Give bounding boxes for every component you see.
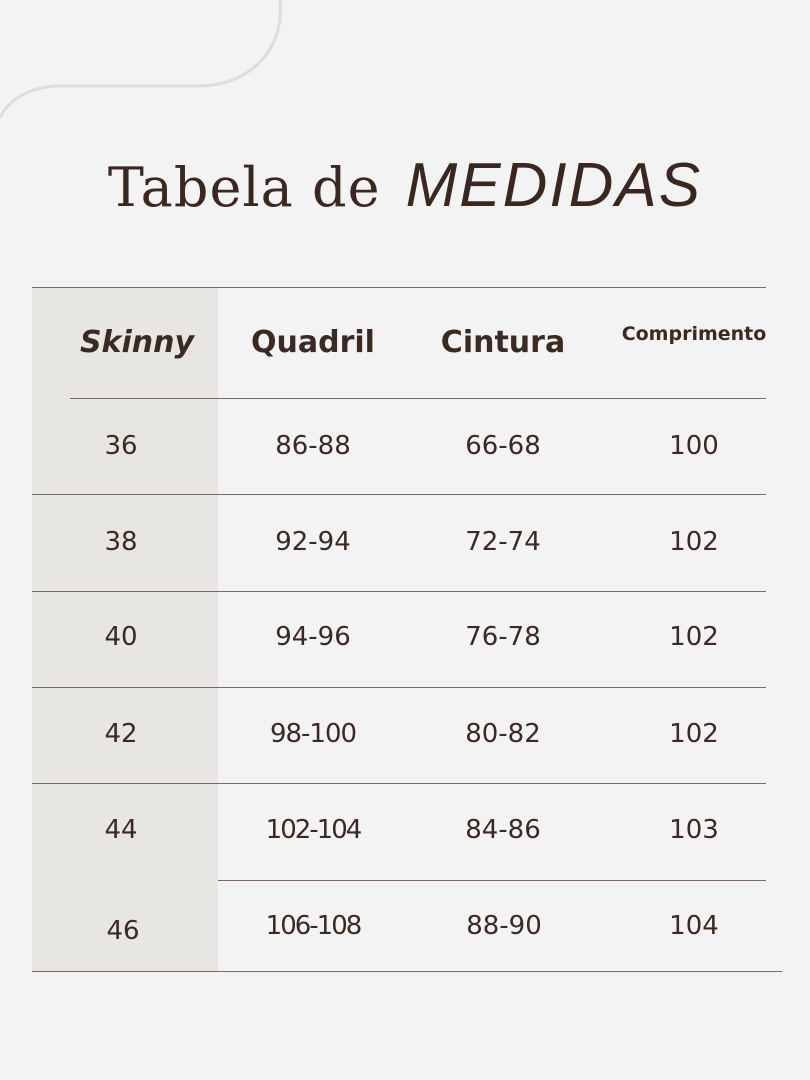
cell-comprimento: 104 (669, 911, 719, 941)
cell-cintura: 84-86 (465, 815, 541, 845)
cell-quadril: 98-100 (269, 719, 357, 749)
cell-size: 46 (106, 916, 140, 946)
cell-size: 40 (104, 622, 138, 652)
cell-comprimento: 100 (669, 431, 719, 461)
cell-quadril: 102-104 (265, 815, 361, 845)
row-rule (32, 783, 766, 784)
cell-cintura: 72-74 (465, 527, 541, 557)
cell-size: 36 (104, 431, 138, 461)
title-line2: MEDIDAS (405, 151, 703, 220)
header-rule (70, 398, 766, 399)
cell-cintura: 80-82 (465, 719, 541, 749)
page-title (0, 150, 810, 221)
table-top-rule (32, 287, 766, 288)
cell-cintura: 76-78 (465, 622, 541, 652)
cell-comprimento: 102 (669, 719, 719, 749)
header-cintura: Cintura (440, 325, 566, 360)
cell-cintura: 66-68 (465, 431, 541, 461)
cell-quadril: 92-94 (275, 527, 351, 557)
cell-comprimento: 103 (669, 815, 719, 845)
cell-size: 42 (104, 719, 138, 749)
cell-size: 38 (104, 527, 138, 557)
table-bottom-rule (32, 971, 782, 972)
cell-quadril: 86-88 (275, 431, 351, 461)
size-table (32, 287, 782, 973)
row-rule (32, 494, 766, 495)
cell-size: 44 (104, 815, 138, 845)
header-quadril: Quadril (251, 325, 375, 360)
cell-cintura: 88-90 (466, 911, 542, 941)
decorative-arc (0, 0, 300, 130)
row-rule (218, 880, 766, 881)
cell-quadril: 106-108 (265, 911, 361, 941)
cell-comprimento: 102 (669, 527, 719, 557)
header-skinny: Skinny (79, 325, 195, 360)
row-rule (32, 687, 766, 688)
title-line1: Tabela de (107, 156, 381, 219)
cell-comprimento: 102 (669, 622, 719, 652)
cell-quadril: 94-96 (275, 622, 351, 652)
header-comprimento: Comprimento (621, 323, 767, 345)
row-rule (32, 591, 766, 592)
